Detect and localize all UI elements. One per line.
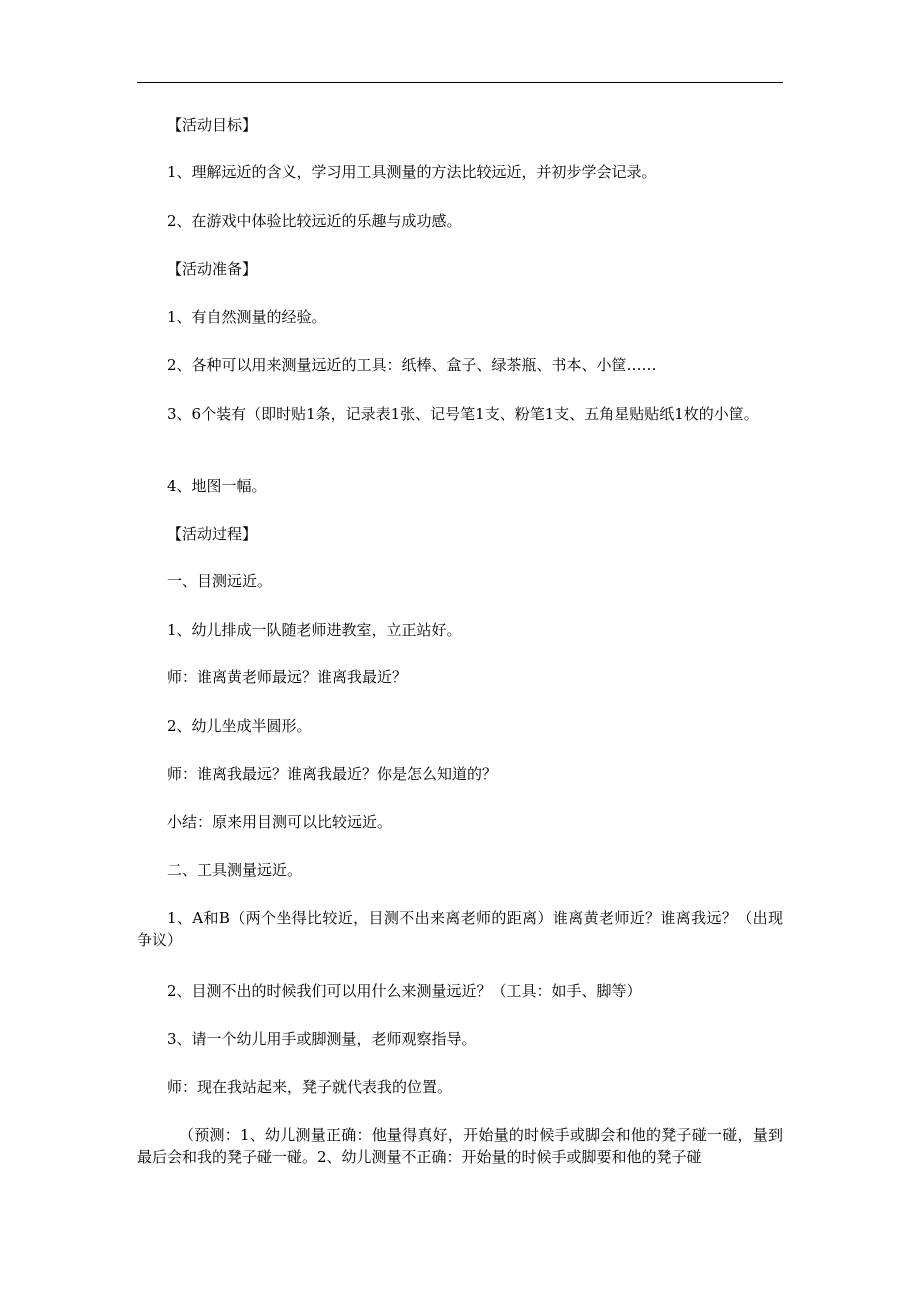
prep-item-2: 2、各种可以用来测量远近的工具：纸棒、盒子、绿茶瓶、书本、小筐…… <box>167 356 657 374</box>
goal-item-2: 2、在游戏中体验比较远近的乐趣与成功感。 <box>167 212 462 230</box>
prep-item-4: 4、地图一幅。 <box>167 477 267 495</box>
prep-item-1: 1、有自然测量的经验。 <box>167 308 327 326</box>
part-1-step-1: 1、幼儿排成一队随老师进教室，立正站好。 <box>167 621 462 639</box>
part-1-summary: 小结：原来用目测可以比较远近。 <box>167 813 393 831</box>
part-2-step-1: 1、A和B（两个坐得比较近，目测不出来离老师的距离）谁离黄老师近？谁离我远？（出现争议） <box>137 909 783 949</box>
header-rule <box>137 82 783 83</box>
part-2-step-3: 3、请一个幼儿用手或脚测量，老师观察指导。 <box>167 1030 477 1048</box>
heading-process: 【活动过程】 <box>167 525 258 543</box>
heading-preparation: 【活动准备】 <box>167 260 258 278</box>
heading-goals: 【活动目标】 <box>167 116 258 134</box>
part-1-teacher-question-2: 师：谁离我最远？谁离我最近？你是怎么知道的？ <box>167 765 498 783</box>
prep-item-3: 3、6个装有（即时贴1条，记录表1张、记号笔1支、粉笔1支、五角星贴贴纸1枚的小筐。 <box>167 405 759 423</box>
part-1-teacher-question-1: 师：谁离黄老师最远？谁离我最近？ <box>167 668 408 686</box>
part-1-step-2: 2、幼儿坐成半圆形。 <box>167 717 312 735</box>
goal-item-1: 1、理解远近的含义，学习用工具测量的方法比较远近，并初步学会记录。 <box>167 163 657 181</box>
part-1-title: 一、目测远近。 <box>167 572 273 590</box>
part-2-title: 二、工具测量远近。 <box>167 861 303 879</box>
part-2-prediction: （预测：1、幼儿测量正确：他量得真好，开始量的时候手或脚会和他的凳子碰一碰，量到最后会和我的凳子碰一碰。2、幼儿测量不正确：开始量的时候手或脚要和他的凳子碰 <box>137 1126 783 1166</box>
part-2-teacher-statement: 师：现在我站起来，凳子就代表我的位置。 <box>167 1078 453 1096</box>
part-2-step-2: 2、目测不出的时候我们可以用什么来测量远近？（工具：如手、脚等） <box>167 982 642 1000</box>
